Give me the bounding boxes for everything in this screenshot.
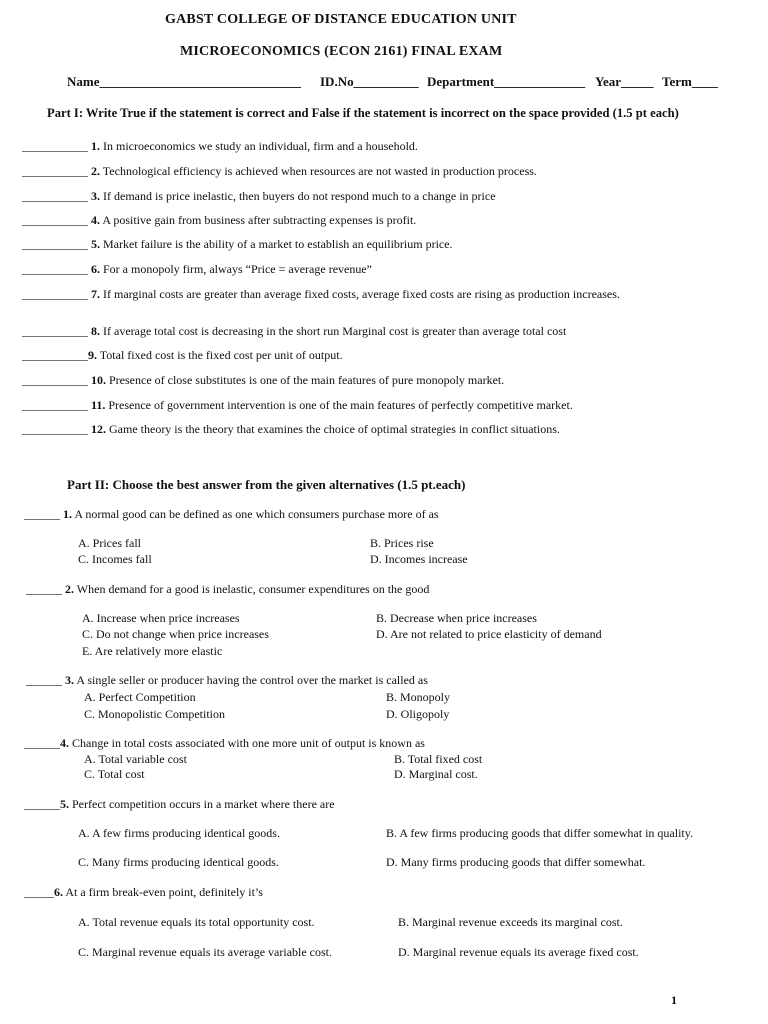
question-number: 6. xyxy=(54,885,63,899)
option-d: D. Incomes increase xyxy=(370,552,468,566)
item-number: 8. xyxy=(91,324,100,338)
option-a: A. Perfect Competition xyxy=(84,690,196,704)
option-a: A. Total revenue equals its total opportunity cost. xyxy=(78,915,315,929)
mc-question xyxy=(26,673,428,688)
item-text: If marginal costs are greater than average fixed costs, average fixed costs are rising as production increases. xyxy=(103,287,620,301)
answer-blank[interactable]: ___________ xyxy=(22,213,88,227)
page-number: 1 xyxy=(671,993,677,1007)
department-field[interactable]: Department______________ xyxy=(427,74,586,89)
item-text: Game theory is the theory that examines the choice of optimal strategies in conflict situations. xyxy=(109,422,560,436)
item-number: 10. xyxy=(91,373,106,387)
item-number: 3. xyxy=(91,189,100,203)
question-text: At a firm break-even point, definitely it’s xyxy=(65,885,263,899)
item-number: 7. xyxy=(91,287,100,301)
answer-blank[interactable]: ___________ xyxy=(22,139,88,153)
option-a: A. A few firms producing identical goods. xyxy=(78,826,280,840)
item-number: 5. xyxy=(91,237,100,251)
tf-item xyxy=(22,213,416,228)
item-text: Market failure is the ability of a market to establish an equilibrium price. xyxy=(103,237,453,251)
item-number: 2. xyxy=(91,164,100,178)
option-d: D. Marginal cost. xyxy=(394,767,478,781)
item-text: For a monopoly firm, always “Price = average revenue” xyxy=(103,262,372,276)
option-c: C. Marginal revenue equals its average variable cost. xyxy=(78,945,333,959)
item-number: 9. xyxy=(88,348,97,362)
exam-title: MICROECONOMICS (ECON 2161) FINAL EXAM xyxy=(180,44,503,59)
option-b: B. A few firms producing goods that differ somewhat in quality. xyxy=(386,826,693,840)
question-text: A normal good can be defined as one which consumers purchase more of as xyxy=(74,507,439,521)
mc-question xyxy=(24,797,335,812)
tf-item xyxy=(22,398,573,413)
tf-item xyxy=(22,139,418,154)
question-text: When demand for a good is inelastic, consumer expenditures on the good xyxy=(76,582,430,596)
option-c: C. Do not change when price increases xyxy=(82,627,269,641)
answer-blank[interactable]: ___________ xyxy=(22,398,88,412)
tf-item xyxy=(22,324,566,339)
id-field[interactable]: ID.No__________ xyxy=(320,74,419,89)
item-text: Presence of government intervention is one of the main features of perfectly competitive market. xyxy=(108,398,573,412)
mc-question xyxy=(24,736,425,751)
tf-item xyxy=(22,373,504,388)
item-number: 1. xyxy=(91,139,100,153)
option-d: D. Oligopoly xyxy=(386,707,450,721)
option-d: D. Are not related to price elasticity of demand xyxy=(376,627,602,641)
answer-blank[interactable]: ___________ xyxy=(22,237,88,251)
option-b: B. Total fixed cost xyxy=(394,752,483,766)
tf-item xyxy=(22,422,560,437)
option-c: C. Total cost xyxy=(84,767,145,781)
question-number: 1. xyxy=(63,507,72,521)
question-number: 3. xyxy=(65,673,74,687)
option-b: B. Monopoly xyxy=(386,690,451,704)
option-c: C. Incomes fall xyxy=(78,552,152,566)
part2-heading: Part II: Choose the best answer from the given alternatives (1.5 pt.each) xyxy=(67,477,466,492)
item-text: If average total cost is decreasing in the short run Marginal cost is greater than average total cost xyxy=(103,324,567,338)
item-text: If demand is price inelastic, then buyers do not respond much to a change in price xyxy=(103,189,496,203)
option-b: B. Decrease when price increases xyxy=(376,611,537,625)
tf-item xyxy=(22,287,620,302)
item-text: Technological efficiency is achieved when resources are not wasted in production process. xyxy=(102,164,537,178)
answer-blank[interactable]: ___________ xyxy=(22,373,88,387)
answer-blank[interactable]: ___________ xyxy=(22,287,88,301)
item-text: Total fixed cost is the fixed cost per unit of output. xyxy=(99,348,343,362)
question-text: A single seller or producer having the control over the market is called as xyxy=(76,673,428,687)
mc-question xyxy=(24,507,439,522)
mc-question xyxy=(24,885,263,900)
answer-blank[interactable]: ___________ xyxy=(22,189,88,203)
answer-blank[interactable]: ___________ xyxy=(22,164,88,178)
item-text: Presence of close substitutes is one of the main features of pure monopoly market. xyxy=(109,373,505,387)
item-number: 11. xyxy=(91,398,106,412)
item-number: 4. xyxy=(91,213,100,227)
answer-blank[interactable]: _____ xyxy=(24,885,54,899)
answer-blank[interactable]: ______ xyxy=(26,673,62,687)
option-a: A. Total variable cost xyxy=(84,752,187,766)
name-field[interactable]: Name_______________________________ xyxy=(67,74,301,89)
item-number: 12. xyxy=(91,422,106,436)
option-b: B. Prices rise xyxy=(370,536,434,550)
question-text: Change in total costs associated with one more unit of output is known as xyxy=(72,736,425,750)
tf-item xyxy=(22,237,453,252)
option-b: B. Marginal revenue exceeds its marginal cost. xyxy=(398,915,623,929)
tf-item xyxy=(22,164,537,179)
mc-question xyxy=(26,582,429,597)
item-text: In microeconomics we study an individual, firm and a household. xyxy=(103,139,418,153)
item-text: A positive gain from business after subtracting expenses is profit. xyxy=(102,213,417,227)
question-number: 5. xyxy=(60,797,69,811)
term-field[interactable]: Term____ xyxy=(662,74,718,89)
option-d: D. Many firms producing goods that differ somewhat. xyxy=(386,855,646,869)
tf-item xyxy=(22,262,372,277)
question-number: 4. xyxy=(60,736,69,750)
answer-blank[interactable]: ______ xyxy=(24,507,60,521)
option-c: C. Monopolistic Competition xyxy=(84,707,226,721)
option-a: A. Increase when price increases xyxy=(82,611,240,625)
college-title: GABST COLLEGE OF DISTANCE EDUCATION UNIT xyxy=(165,12,517,27)
tf-item xyxy=(22,189,496,204)
item-number: 6. xyxy=(91,262,100,276)
answer-blank[interactable]: ______ xyxy=(24,797,60,811)
option-e: E. Are relatively more elastic xyxy=(82,644,223,658)
part1-heading: Part I: Write True if the statement is correct and False if the statement is incorrect on the space provided (1.5 pt each) xyxy=(47,106,679,120)
answer-blank[interactable]: ___________ xyxy=(22,422,88,436)
year-field[interactable]: Year_____ xyxy=(595,74,654,89)
tf-item xyxy=(22,348,343,363)
answer-blank[interactable]: ___________ xyxy=(22,348,88,362)
answer-blank[interactable]: ______ xyxy=(26,582,62,596)
option-c: C. Many firms producing identical goods. xyxy=(78,855,279,869)
option-d: D. Marginal revenue equals its average fixed cost. xyxy=(398,945,639,959)
answer-blank[interactable]: ______ xyxy=(24,736,60,750)
question-text: Perfect competition occurs in a market where there are xyxy=(72,797,335,811)
question-number: 2. xyxy=(65,582,74,596)
option-a: A. Prices fall xyxy=(78,536,141,550)
answer-blank[interactable]: ___________ xyxy=(22,324,88,338)
answer-blank[interactable]: ___________ xyxy=(22,262,88,276)
